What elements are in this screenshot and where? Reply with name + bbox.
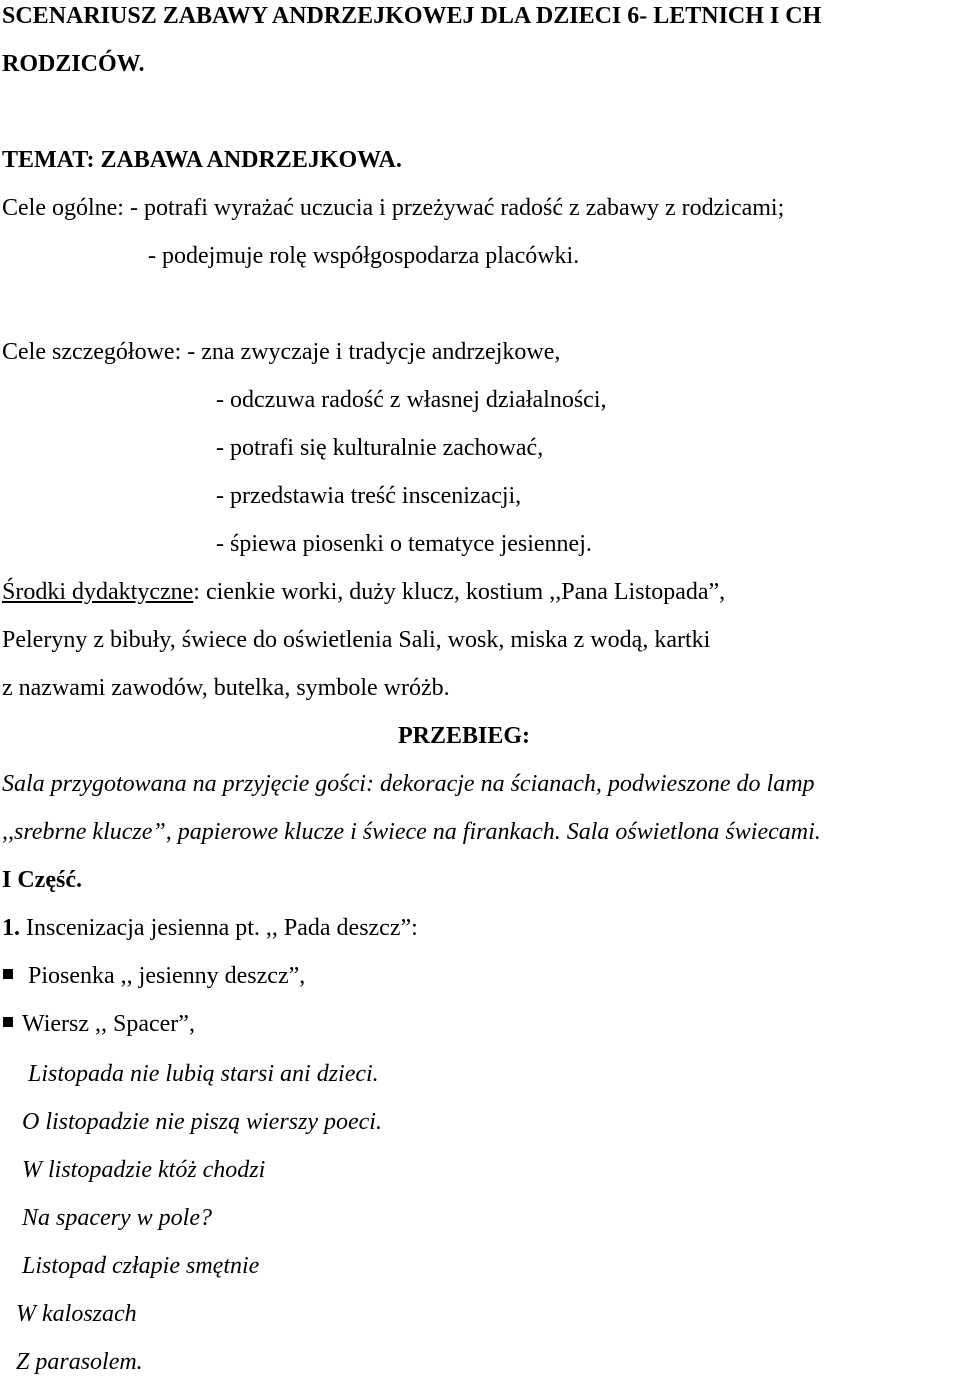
- general-goal-item: - podejmuje rolę współgospodarza placówki.: [148, 243, 580, 269]
- bullet-item: Wiersz ,, Spacer”,: [22, 1011, 195, 1037]
- materials-line: z nazwami zawodów, butelka, symbole wróżb.: [2, 675, 450, 701]
- square-bullet-icon: [3, 969, 13, 979]
- room-description-line: Sala przygotowana na przyjęcie gości: dekoracje na ścianach, podwieszone do lamp: [2, 771, 815, 797]
- general-goals: [2, 196, 784, 220]
- course-heading: PRZEBIEG:: [398, 723, 531, 749]
- specific-goal-item: - śpiewa piosenki o tematyce jesiennej.: [216, 531, 592, 557]
- room-description-line: ,,srebrne klucze”, papierowe klucze i świece na firankach. Sala oświetlona świecami.: [2, 819, 821, 845]
- item-1-number: 1.: [2, 915, 20, 941]
- item-1-text: Inscenizacja jesienna pt. ,, Pada deszcz”:: [20, 915, 418, 941]
- document-title-line-1: SCENARIUSZ ZABAWY ANDRZEJKOWEJ DLA DZIECI 6- LETNICH I CH: [2, 3, 822, 29]
- item-1: [2, 916, 418, 940]
- poem-line: Na spacery w pole?: [22, 1205, 212, 1231]
- poem-line: Listopad człapie smętnie: [22, 1253, 260, 1279]
- specific-goal-item: - zna zwyczaje i tradycje andrzejkowe,: [187, 339, 561, 365]
- theme-heading: TEMAT: ZABAWA ANDRZEJKOWA.: [2, 147, 402, 173]
- document-title-line-2: RODZICÓW.: [2, 51, 145, 77]
- bullet-item: Piosenka ,, jesienny deszcz”,: [28, 963, 306, 989]
- materials-text: : cienkie worki, duży klucz, kostium ,,Pana Listopada”,: [193, 579, 726, 605]
- square-bullet-icon: [3, 1017, 13, 1027]
- general-goal-item: - potrafi wyrażać uczucia i przeżywać radość z zabawy z rodzicami;: [129, 195, 785, 221]
- specific-goal-item: - potrafi się kulturalnie zachować,: [216, 435, 544, 461]
- part-heading: I Część.: [2, 867, 82, 893]
- poem-line: Z parasolem.: [16, 1349, 143, 1375]
- specific-goals-label: Cele szczegółowe:: [2, 339, 182, 365]
- general-goals-label: Cele ogólne:: [2, 195, 124, 221]
- specific-goal-item: - przedstawia treść inscenizacji,: [216, 483, 522, 509]
- poem-line: Listopada nie lubią starsi ani dzieci.: [28, 1061, 379, 1087]
- poem-line: W kaloszach: [16, 1301, 137, 1327]
- materials-line: Peleryny z bibuły, świece do oświetlenia Sali, wosk, miska z wodą, kartki: [2, 627, 711, 653]
- materials-label: Środki dydaktyczne: [2, 579, 194, 605]
- poem-line: W listopadzie któż chodzi: [22, 1157, 266, 1183]
- materials-line: [2, 580, 725, 604]
- specific-goal-item: - odczuwa radość z własnej działalności,: [216, 387, 607, 413]
- specific-goals: [2, 340, 560, 364]
- poem-line: O listopadzie nie piszą wierszy poeci.: [22, 1109, 382, 1135]
